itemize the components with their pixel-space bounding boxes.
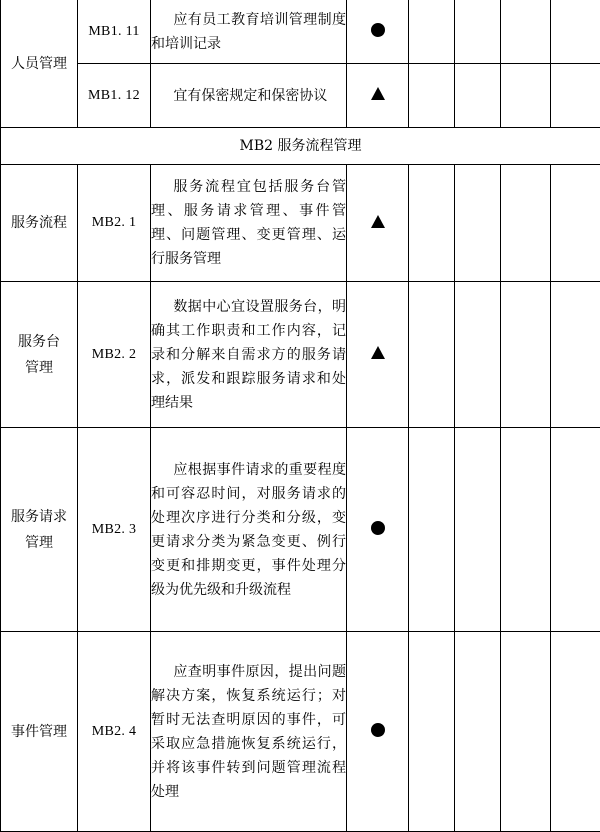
requirement-cell — [151, 282, 347, 428]
category-line: 管理 — [1, 355, 77, 381]
filled-circle-icon — [371, 723, 385, 737]
requirement-text: 数据中心宜设置服务台，明确其工作职责和工作内容，记录和分解来自需求方的服务请求，派发和跟踪服务请求和处理结果 — [151, 295, 346, 415]
section-row — [1, 128, 600, 165]
filled-triangle-icon — [371, 87, 385, 100]
code-cell: MB2. 2 — [78, 282, 151, 428]
table-row — [1, 165, 600, 282]
filled-circle-icon — [371, 23, 385, 37]
empty-cell — [551, 632, 600, 832]
requirement-cell — [151, 165, 347, 282]
empty-cell — [551, 165, 600, 282]
empty-cell — [551, 428, 600, 632]
requirement-text: 应查明事件原因，提出问题解决方案，恢复系统运行；对暂时无法查明原因的事件，可采取应急措施恢复系统运行，并将该事件转到问题管理流程处理 — [151, 660, 346, 804]
empty-cell — [455, 0, 501, 64]
code-cell: MB2. 4 — [78, 632, 151, 832]
category-cell — [1, 282, 78, 428]
level-cell — [347, 282, 409, 428]
requirement-cell — [151, 64, 347, 128]
requirement-text: 应有员工教育培训管理制度和培训记录 — [151, 8, 346, 56]
level-cell — [347, 0, 409, 64]
requirement-cell — [151, 632, 347, 832]
empty-cell — [409, 165, 455, 282]
empty-cell — [501, 428, 551, 632]
category-line: 服务请求 — [1, 504, 77, 530]
empty-cell — [455, 282, 501, 428]
filled-circle-icon — [371, 521, 385, 535]
empty-cell — [409, 632, 455, 832]
category-cell: 服务流程 — [1, 165, 78, 282]
code-cell: MB2. 1 — [78, 165, 151, 282]
empty-cell — [409, 64, 455, 128]
requirement-text: 应根据事件请求的重要程度和可容忍时间，对服务请求的处理次序进行分类和分级，变更请求分类为紧急变更、例行变更和排期变更，事件处理分级为优先级和升级流程 — [151, 458, 346, 602]
table-row — [1, 632, 600, 832]
category-cell — [1, 428, 78, 632]
empty-cell — [501, 282, 551, 428]
table-row — [1, 0, 600, 64]
empty-cell — [551, 282, 600, 428]
category-cell: 人员管理 — [1, 0, 78, 128]
level-cell — [347, 64, 409, 128]
empty-cell — [455, 64, 501, 128]
empty-cell — [551, 0, 600, 64]
empty-cell — [409, 0, 455, 64]
requirement-cell — [151, 428, 347, 632]
requirement-text: 服务流程宜包括服务台管理、服务请求管理、事件管理、问题管理、变更管理、运行服务管理 — [151, 175, 346, 271]
empty-cell — [501, 165, 551, 282]
level-cell — [347, 428, 409, 632]
table-row — [1, 282, 600, 428]
empty-cell — [455, 165, 501, 282]
category-line: 管理 — [1, 530, 77, 556]
table-row — [1, 428, 600, 632]
filled-triangle-icon — [371, 215, 385, 228]
empty-cell — [409, 428, 455, 632]
code-cell: MB1. 12 — [78, 64, 151, 128]
table-row — [1, 64, 600, 128]
category-cell: 事件管理 — [1, 632, 78, 832]
filled-triangle-icon — [371, 346, 385, 359]
empty-cell — [409, 282, 455, 428]
requirement-cell — [151, 0, 347, 64]
code-cell: MB1. 11 — [78, 0, 151, 64]
section-title: MB2 服务流程管理 — [1, 128, 600, 165]
empty-cell — [551, 64, 600, 128]
empty-cell — [455, 428, 501, 632]
requirement-text: 宜有保密规定和保密协议 — [151, 84, 346, 108]
empty-cell — [455, 632, 501, 832]
empty-cell — [501, 632, 551, 832]
category-line: 服务台 — [1, 329, 77, 355]
empty-cell — [501, 0, 551, 64]
level-cell — [347, 632, 409, 832]
code-cell: MB2. 3 — [78, 428, 151, 632]
empty-cell — [501, 64, 551, 128]
level-cell — [347, 165, 409, 282]
